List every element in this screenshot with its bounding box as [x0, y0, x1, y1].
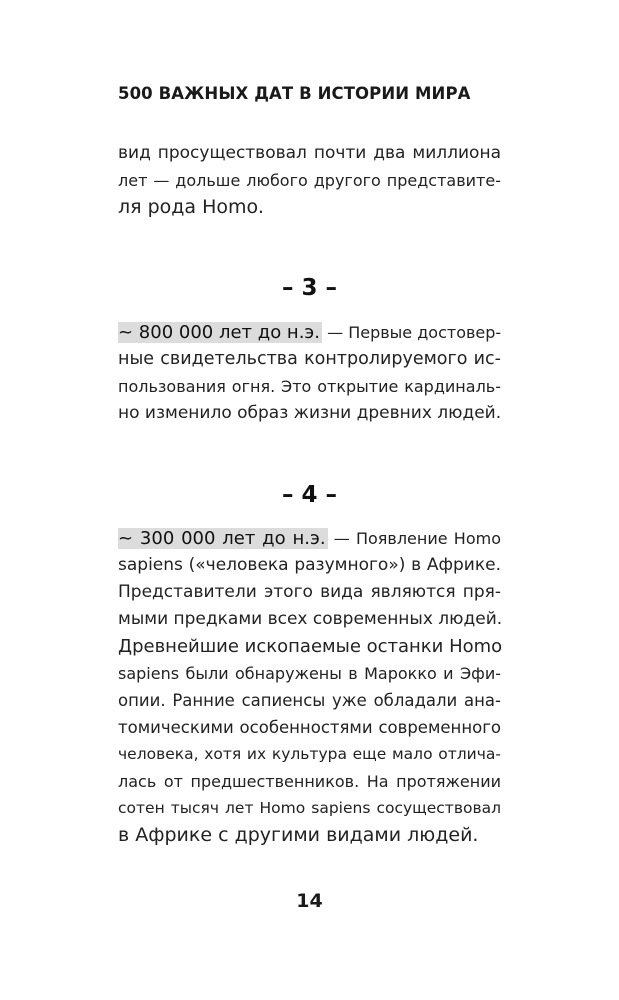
text-line: ные свидетельства контролируемого ис-	[118, 349, 501, 369]
text-line	[118, 525, 501, 552]
text-line: sapiens («человека разумного») в Африке.	[118, 555, 501, 575]
text-line	[118, 319, 501, 346]
text-line: опии. Ранние сапиенсы уже обладали ана-	[118, 691, 501, 710]
text-line: томическими особенностями современного	[118, 718, 501, 737]
entry-first-line: — Первые достовер-	[322, 323, 502, 342]
text-line: лет — дольше любого другого представите-	[118, 171, 501, 190]
text-line: но изменило образ жизни древних людей.	[118, 403, 502, 423]
text-line: Древнейшие ископаемые останки Homo	[118, 636, 503, 657]
section-number: – 3 –	[281, 275, 338, 301]
text-line: пользования огня. Это открытие кардиналь-	[118, 377, 501, 396]
section-number: – 4 –	[281, 482, 338, 508]
text-line: сотен тысяч лет Homo sapiens сосуществовал	[118, 799, 501, 817]
text-line: вид просуществовал почти два миллиона	[118, 143, 501, 163]
entry-first-line: — Появление Homo	[327, 529, 501, 548]
text-line: человека, хотя их культура еще мало отлича-	[118, 745, 501, 763]
text-line: в Африке с другими видами людей.	[118, 824, 479, 846]
running-title: 500 ВАЖНЫХ ДАТ В ИСТОРИИ МИРА	[118, 84, 471, 103]
text-line: ля рода Homo.	[118, 196, 264, 218]
text-line: Представители этого вида являются пря-	[118, 582, 501, 602]
text-line: sapiens были обнаружены в Марокко и Эфи-	[118, 664, 501, 683]
date-highlight: ~ 300 000 лет до н.э.	[118, 528, 326, 549]
page-number: 14	[296, 890, 323, 912]
date-highlight: ~ 800 000 лет до н.э.	[118, 322, 321, 343]
text-line: мыми предками всех современных людей.	[118, 609, 503, 629]
text-line: лась от предшественников. На протяжении	[118, 772, 501, 791]
